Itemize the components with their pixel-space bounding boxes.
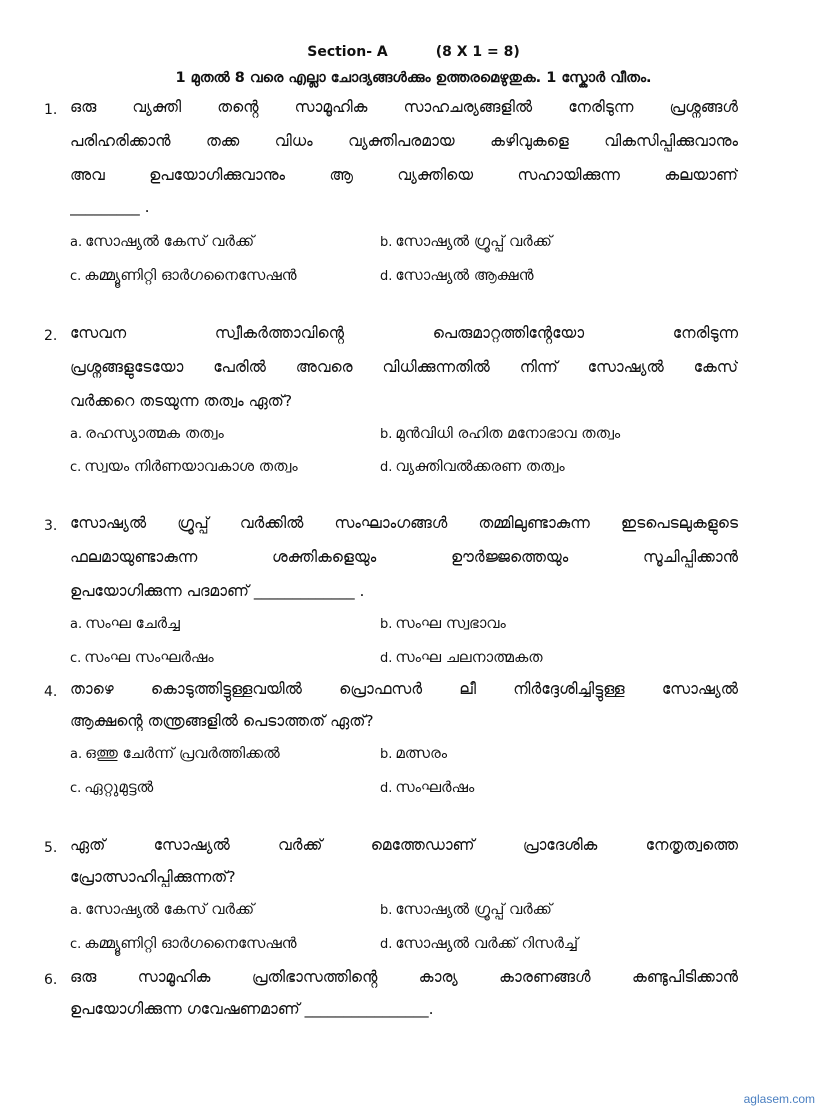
option-label: d. <box>380 269 393 284</box>
option-text: വ്യക്തിവൽക്കരണ തത്വം <box>395 457 565 475</box>
question-text-line: ആക്ഷൻ്റെ തന്ത്രങ്ങളിൽ പെടാത്തത് ഏത്? <box>70 712 374 730</box>
question-text-line: പരിഹരിക്കാൻ തക്ക വിധം വ്യക്തിപരമായ കഴിവുകളെ വികസിപ്പിക്കുവാനും <box>70 132 738 150</box>
option-label: d. <box>380 781 393 796</box>
option-a <box>70 744 280 762</box>
option-text: മുൻവിധി രഹിത മനോഭാവ തത്വം <box>395 424 621 442</box>
option-text: സോഷ്യൽ ഗ്രൂപ്പ് വർക്ക് <box>395 232 552 250</box>
question-text-line: ഒരു സാമൂഹിക പ്രതിഭാസത്തിൻ്റെ കാര്യ കാരണങ്ങൾ കണ്ടുപിടിക്കാൻ <box>70 968 738 986</box>
option-text: മത്സരം <box>395 744 448 762</box>
option-text: സോഷ്യൽ കേസ് വർക്ക് <box>85 232 255 250</box>
option-c <box>70 648 214 666</box>
option-label: c. <box>70 781 82 796</box>
question-number: 4. <box>44 684 58 700</box>
option-b <box>380 900 552 918</box>
question-text-line: ഏത് സോഷ്യൽ വർക്ക് മെത്തേഡാണ് പ്രാദേശിക നേതൃത്വത്തെ <box>70 836 738 854</box>
question-text-line: താഴെ കൊടുത്തിട്ടുള്ളവയിൽ പ്രൊഫസർ ലീ നിർദ്ദേശിച്ചിട്ടുള്ള സോഷ്യൽ <box>70 680 738 698</box>
option-text: സംഘ ചേർച്ച <box>85 614 180 632</box>
option-c <box>70 266 297 284</box>
option-label: a. <box>70 903 83 918</box>
option-text: സോഷ്യൽ കേസ് വർക്ക് <box>85 900 255 918</box>
question-number: 3. <box>44 518 58 534</box>
option-label: c. <box>70 460 82 475</box>
option-a <box>70 424 224 442</box>
question-text-line: പ്രോത്സാഹിപ്പിക്കുന്നത്? <box>70 868 236 886</box>
option-label: c. <box>70 937 82 952</box>
option-label: a. <box>70 427 83 442</box>
section-marks: (8 X 1 = 8) <box>435 44 520 60</box>
option-text: സോഷ്യൽ വർക്ക് റിസർച്ച് <box>395 934 579 952</box>
option-c <box>70 934 297 952</box>
option-text: രഹസ്യാത്മക തത്വം <box>85 424 224 442</box>
question-text-line: ഉപയോഗിക്കുന്ന പദമാണ് _____________ . <box>70 582 365 600</box>
option-text: ഒത്തു ചേർന്ന് പ്രവർത്തിക്കൽ <box>85 744 280 762</box>
question-text-line: വർക്കറെ തടയുന്ന തത്വം ഏത്? <box>70 392 293 410</box>
question-text-line: ഫലമായുണ്ടാകുന്ന ശക്തികളെയും ഊർജ്ജത്തെയും സൂചിപ്പിക്കാൻ <box>70 548 738 566</box>
option-text: സംഘർഷം <box>395 778 475 796</box>
option-text: സോഷ്യൽ ഗ്രൂപ്പ് വർക്ക് <box>395 900 552 918</box>
option-d <box>380 778 474 796</box>
option-a <box>70 232 254 250</box>
option-b <box>380 744 447 762</box>
option-b <box>380 614 506 632</box>
question-number: 6. <box>44 972 58 988</box>
option-text: സംഘ ചലനാത്മകത <box>395 648 543 666</box>
option-label: d. <box>380 937 393 952</box>
option-text: സോഷ്യൽ ആക്ഷൻ <box>395 266 534 284</box>
question-text-line: ഉപയോഗിക്കുന്ന ഗവേഷണമാണ് ________________. <box>70 1000 434 1018</box>
option-d <box>380 266 533 284</box>
option-c <box>70 457 298 475</box>
instruction: 1 മുതൽ 8 വരെ എല്ലാ ചോദ്യങ്ങൾക്കും ഉത്തരമെഴുതുക. 1 സ്കോർ വീതം. <box>175 70 652 86</box>
question-text-line: സേവന സ്വീകർത്താവിൻ്റെ പെരുമാറ്റത്തിൻ്റേയോ നേരിടുന്ന <box>70 324 738 342</box>
question-number: 2. <box>44 328 58 344</box>
option-text: കമ്മ്യൂണിറ്റി ഓർഗനൈസേഷൻ <box>84 934 297 952</box>
question-number: 1. <box>44 102 58 118</box>
watermark-link[interactable]: aglasem.com <box>743 1092 815 1106</box>
option-label: d. <box>380 651 393 666</box>
option-label: a. <box>70 617 83 632</box>
option-text: ഏറ്റുമുട്ടൽ <box>84 778 154 796</box>
option-a <box>70 614 180 632</box>
question-text-line: ഒരു വ്യക്തി തൻ്റെ സാമൂഹിക സാഹചര്യങ്ങളിൽ നേരിടുന്ന പ്രശ്നങ്ങൾ <box>70 98 738 116</box>
option-text: കമ്മ്യൂണിറ്റി ഓർഗനൈസേഷൻ <box>84 266 297 284</box>
option-d <box>380 648 543 666</box>
option-label: c. <box>70 651 82 666</box>
option-label: b. <box>380 617 393 632</box>
option-label: b. <box>380 903 393 918</box>
option-c <box>70 778 153 796</box>
question-number: 5. <box>44 840 58 856</box>
option-label: a. <box>70 235 83 250</box>
option-label: d. <box>380 460 393 475</box>
option-text: സംഘ സംഘർഷം <box>84 648 214 666</box>
option-a <box>70 900 254 918</box>
question-text-line: പ്രശ്നങ്ങളുടേയോ പേരിൽ അവരെ വിധിക്കുന്നതിൽ നിന്ന് സോഷ്യൽ കേസ് <box>70 358 738 376</box>
option-label: c. <box>70 269 82 284</box>
question-text-line: അവ ഉപയോഗിക്കുവാനും ആ വ്യക്തിയെ സഹായിക്കുന്ന കലയാണ് <box>70 166 738 184</box>
question-text-line: സോഷ്യൽ ഗ്രൂപ്പ് വർക്കിൽ സംഘാംഗങ്ങൾ തമ്മിലുണ്ടാകുന്ന ഇടപെടലുകളുടെ <box>70 514 738 532</box>
option-label: a. <box>70 747 83 762</box>
option-b <box>380 424 620 442</box>
section-header <box>0 44 827 60</box>
option-text: സ്വയം നിർണയാവകാശ തത്വം <box>84 457 298 475</box>
option-label: b. <box>380 427 393 442</box>
option-label: b. <box>380 235 393 250</box>
option-label: b. <box>380 747 393 762</box>
answer-blank: _________ . <box>70 198 150 216</box>
option-d <box>380 457 565 475</box>
section-title: Section- A <box>307 44 388 60</box>
option-text: സംഘ സ്വഭാവം <box>395 614 506 632</box>
option-d <box>380 934 578 952</box>
option-b <box>380 232 552 250</box>
